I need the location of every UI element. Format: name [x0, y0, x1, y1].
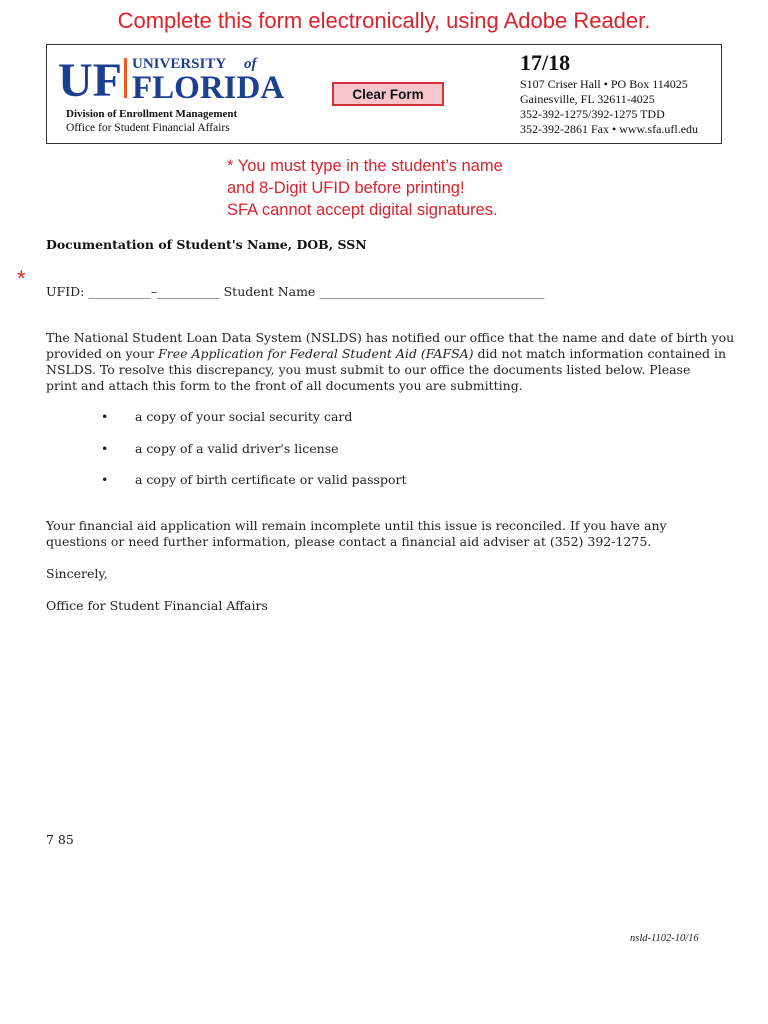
fax-web-line: 352-392-2861 Fax • www.sfa.ufl.edu [520, 122, 699, 136]
uf-logo [58, 52, 288, 102]
paragraph-2-line-2: questions or need further information, please contact a financial aid adviser at (352) 392-1275. [46, 534, 652, 549]
student-name-label: Student Name [223, 284, 316, 299]
uf-logo-divider [124, 58, 127, 98]
paragraph-1-line-4: print and attach this form to the front of all documents you are submitting. [46, 378, 523, 393]
warning-line-2: and 8-Digit UFID before printing! [227, 179, 465, 197]
aid-year: 17/18 [520, 50, 571, 75]
list-item: a copy of a valid driver's license [135, 441, 339, 456]
division-name: Division of Enrollment Management [66, 108, 238, 120]
ufid-field-part-2[interactable]: __________ [157, 284, 220, 299]
paragraph-1-line-3: NSLDS. To resolve this discrepancy, you must submit to our office the documents listed below. Please [46, 362, 691, 377]
document-heading: Documentation of Student's Name, DOB, SSN [46, 237, 367, 252]
student-id-row [46, 284, 544, 299]
list-item: a copy of your social security card [135, 409, 353, 424]
clear-form-button[interactable]: Clear Form [332, 82, 444, 106]
ufid-label: UFID: [46, 284, 85, 299]
paragraph-1-line-2 [46, 346, 726, 362]
p1-line2-suffix: did not match information contained in [473, 346, 726, 361]
bullet-marker: • [101, 409, 109, 424]
address-line-1: S107 Criser Hall • PO Box 114025 [520, 77, 688, 91]
ufid-separator: – [150, 284, 158, 299]
paragraph-1-line-1: The National Student Loan Data System (NSLDS) has notified our office that the name and date of birth you [46, 330, 735, 345]
student-name-field[interactable]: ____________________________________ [319, 284, 545, 299]
page-number: 7 85 [46, 832, 74, 847]
fafsa-title: Free Application for Federal Student Aid (FAFSA) [158, 346, 474, 361]
warning-line-1: * You must type in the student’s name [227, 157, 503, 175]
bullet-marker: • [101, 441, 109, 456]
uf-logo-florida: FLORIDA [132, 70, 285, 102]
phone-line: 352-392-1275/392-1275 TDD [520, 107, 665, 121]
office-name: Office for Student Financial Affairs [66, 122, 230, 134]
signature-office: Office for Student Financial Affairs [46, 598, 268, 613]
uf-logo-letters: UF [58, 54, 122, 102]
electronic-completion-banner: Complete this form electronically, using Adobe Reader. [117, 8, 651, 33]
form-code: nsld-1102-10/16 [630, 933, 699, 944]
ufid-field-part-1[interactable]: __________ [88, 284, 151, 299]
list-item: a copy of birth certificate or valid passport [135, 472, 407, 487]
paragraph-2-line-1: Your financial aid application will remain incomplete until this issue is reconciled. If you have any [46, 518, 667, 533]
uf-logo-of: of [244, 56, 257, 72]
address-line-2: Gainesville, FL 32611-4025 [520, 92, 655, 106]
uf-logo-university: UNIVERSITY [132, 56, 227, 72]
warning-line-3: SFA cannot accept digital signatures. [227, 201, 498, 219]
closing: Sincerely, [46, 566, 108, 581]
bullet-marker: • [101, 472, 109, 487]
p1-line2-prefix: provided on your [46, 346, 159, 361]
required-asterisk: * [17, 266, 26, 291]
